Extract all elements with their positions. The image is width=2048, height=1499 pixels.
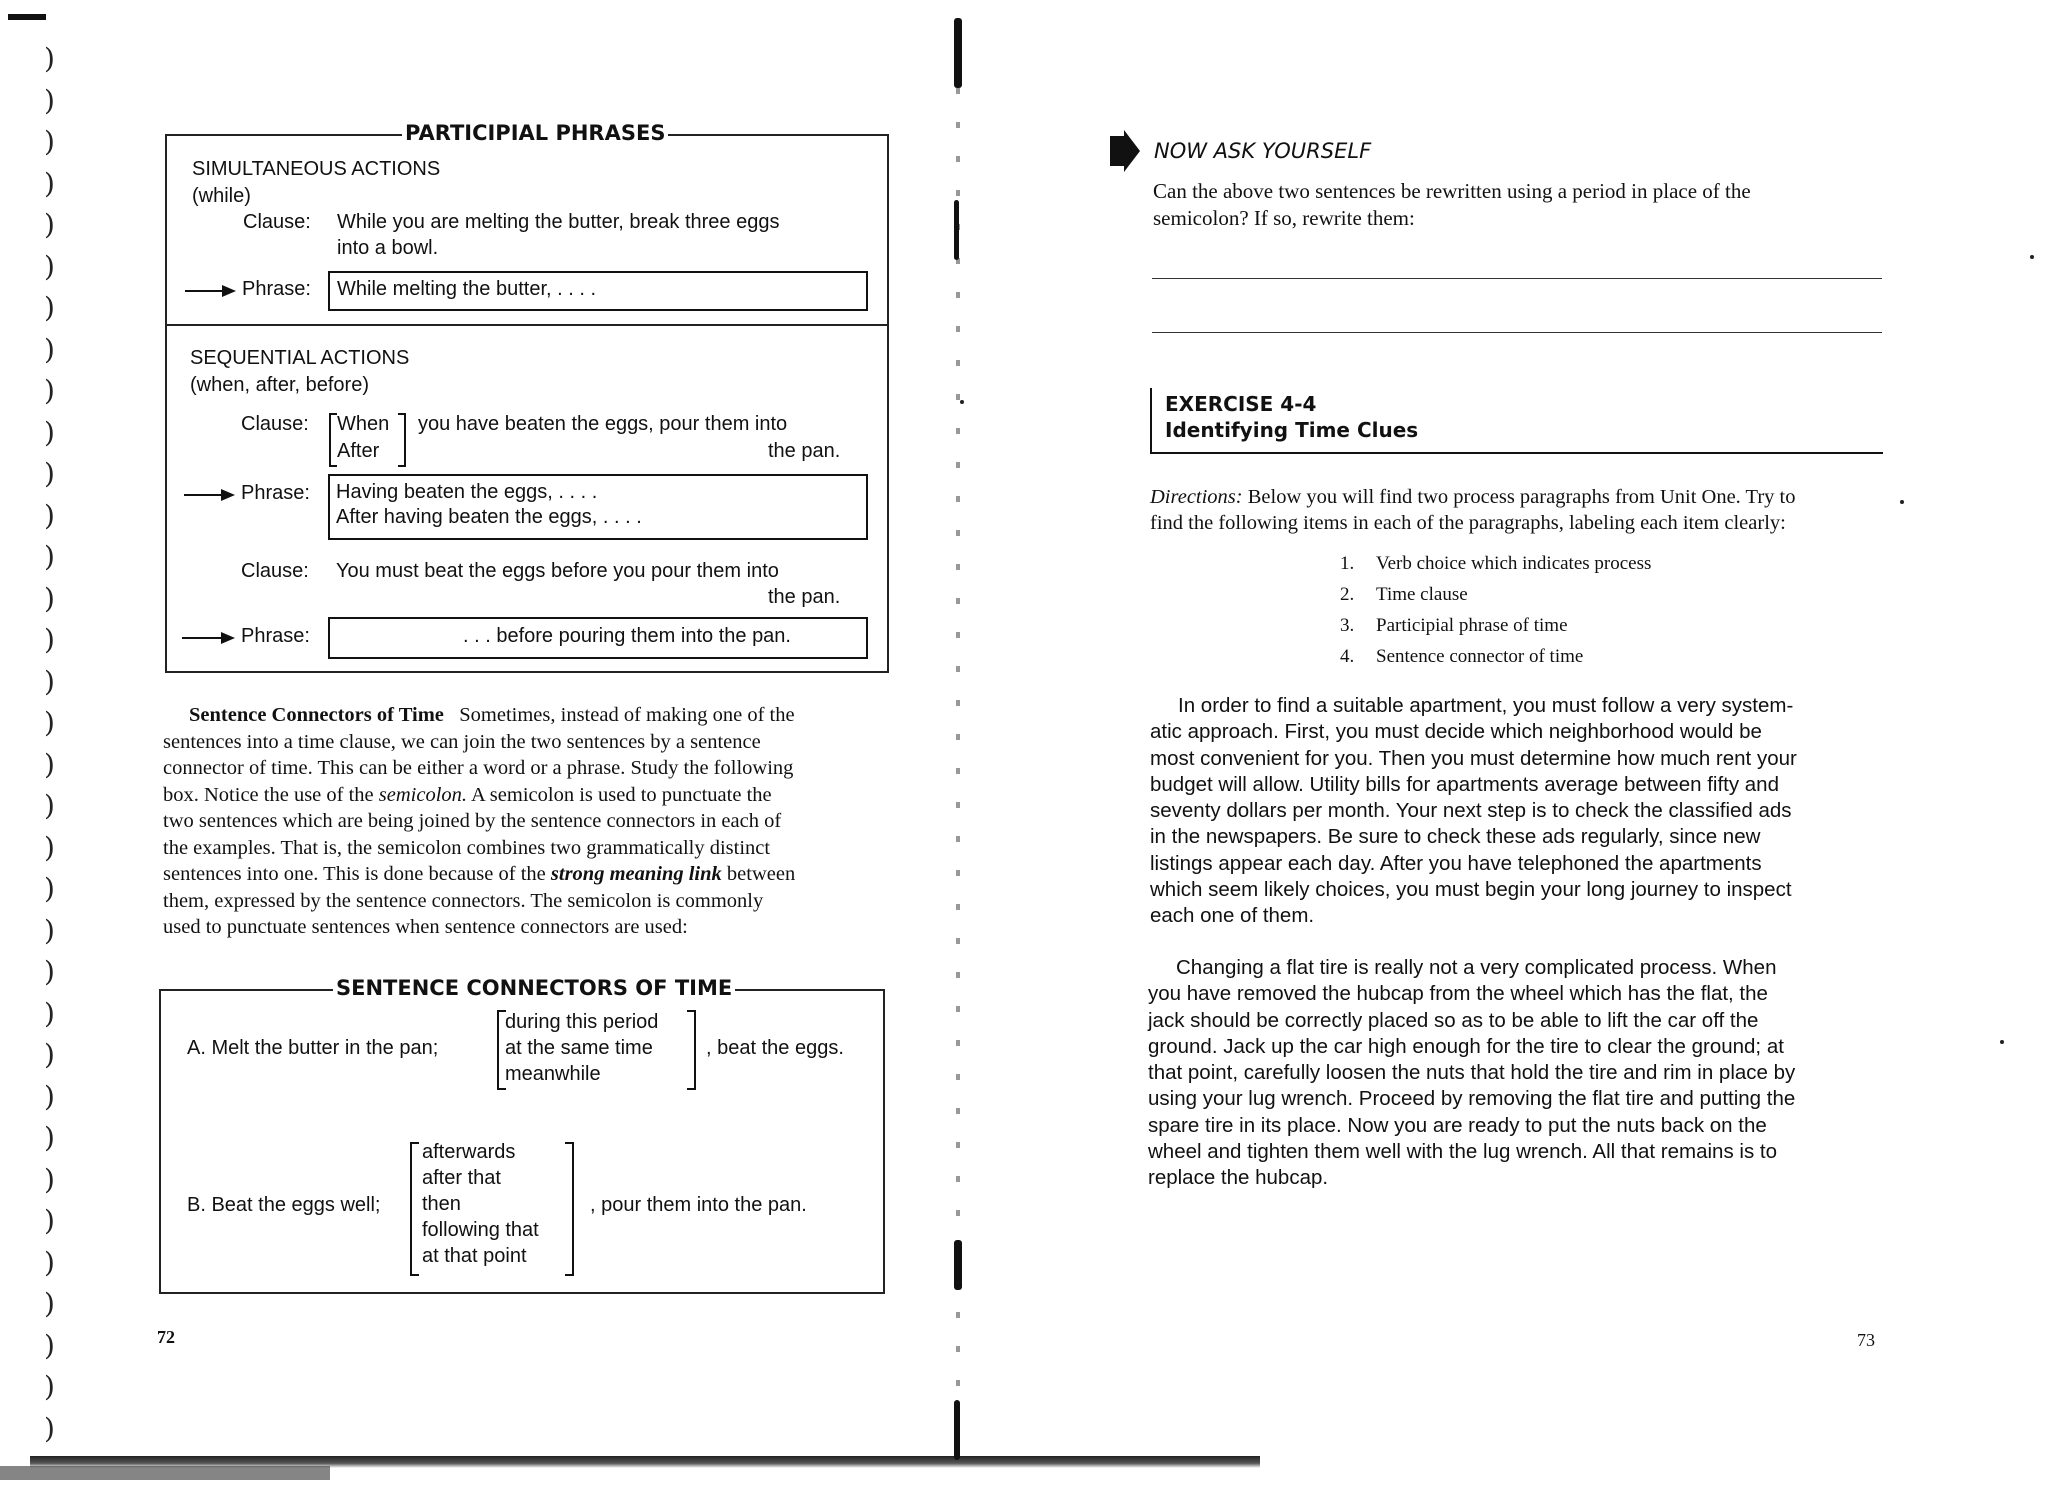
para-line: sentences into a time clause, we can join the two sentences by a sentence (163, 730, 761, 753)
example-a-end: , beat the eggs. (706, 1037, 844, 1059)
bracket-left (410, 1142, 419, 1276)
clause-text: the pan. (768, 586, 841, 608)
para-line: jack should be correctly placed so as to be able to lift the car off the (1148, 1008, 1759, 1032)
list-item: 4. Sentence connector of time (1340, 646, 1584, 667)
scan-speck (1900, 500, 1904, 504)
directions-text: Below you will find two process paragraphs from Unit One. Try to (1242, 486, 1796, 508)
phrase-label: Phrase: (242, 278, 311, 300)
clause-text: the pan. (768, 440, 841, 462)
binding-mark: ) (44, 1162, 55, 1196)
page-number: 73 (1857, 1330, 1875, 1350)
binding-mark: ) (44, 332, 55, 366)
process-paragraph-1 (1150, 693, 1885, 930)
gutter-smudge (954, 18, 962, 88)
scan-bottom-shadow (0, 1466, 330, 1480)
phrase-text: While melting the butter, . . . . (337, 278, 597, 300)
para-line: two sentences which are being joined by the sentence connectors in each of (163, 810, 782, 832)
binding-mark: ) (44, 540, 55, 573)
para-line: between (721, 863, 796, 885)
para-line: which seem likely choices, you must begin your long journey to inspect (1150, 878, 1792, 902)
ask-line: semicolon? If so, rewrite them: (1153, 206, 1415, 230)
binding-mark: ) (44, 125, 55, 158)
para-line: wheel and tighten them well with the lug wrench. All that remains is to (1148, 1140, 1777, 1164)
page-number: 72 (157, 1327, 175, 1347)
ask-question (1153, 178, 1751, 232)
clause-text: You must beat the eggs before you pour them into (336, 560, 779, 582)
items-list (1340, 548, 1651, 672)
list-item: 2. Time clause (1340, 584, 1468, 605)
connector-option: at that point (422, 1245, 527, 1267)
process-paragraph-2 (1148, 955, 1885, 1192)
connectors-paragraph (163, 702, 886, 941)
clause-text: into a bowl. (337, 237, 439, 259)
binding-mark: ) (44, 664, 55, 698)
para-line: that point, carefully loosen the nuts that hold the tire and rim in place by (1148, 1061, 1796, 1085)
binding-mark: ) (44, 913, 55, 947)
ask-heading: NOW ASK YOURSELF (1154, 139, 1372, 163)
list-item: 1. Verb choice which indicates process (1340, 553, 1652, 574)
gutter-smudge (954, 200, 959, 260)
bracket-option: When (337, 413, 390, 435)
scan-speck (2000, 1040, 2004, 1044)
binding-mark: ) (44, 166, 55, 200)
bracket-left (329, 413, 337, 467)
binding-marks (40, 20, 70, 1480)
binding-mark: ) (44, 374, 55, 407)
connector-option: at the same time (505, 1037, 653, 1059)
arrow-icon (185, 290, 225, 292)
para-line: box. Notice the use of the (163, 783, 379, 806)
binding-mark: ) (44, 1079, 55, 1113)
phrase-label: Phrase: (241, 482, 310, 504)
binding-mark: ) (44, 1245, 55, 1279)
binding-mark: ) (44, 291, 55, 324)
bracket-option: After (337, 440, 380, 462)
binding-mark: ) (44, 789, 55, 822)
participial-box-title: PARTICIPIAL PHRASES (402, 121, 668, 145)
para-line: replace the hubcap. (1148, 1166, 1329, 1190)
para-line: budget will allow. Utility bills for apartments average between fifty and (1150, 772, 1779, 796)
binding-mark: ) (44, 42, 55, 75)
clause-label: Clause: (241, 413, 309, 435)
binding-mark: ) (44, 955, 55, 988)
connector-option: after that (422, 1167, 501, 1189)
binding-mark: ) (44, 415, 55, 449)
binding-mark: ) (44, 1287, 55, 1320)
binding-mark: ) (44, 706, 55, 739)
connector-option: afterwards (422, 1141, 516, 1163)
binding-mark: ) (44, 996, 55, 1030)
list-item: 3. Participial phrase of time (1340, 615, 1568, 636)
exercise-title: EXERCISE 4-4 (1165, 392, 1317, 416)
gutter-smudge (954, 1400, 960, 1460)
answer-line[interactable] (1152, 332, 1882, 333)
para-line: seventy dollars per month. Your next step is to check the classified ads (1150, 799, 1792, 823)
binding-mark: ) (44, 1038, 55, 1071)
para-line: ground. Jack up the car high enough for the tire to clear the ground; at (1148, 1034, 1784, 1058)
exercise-subtitle: Identifying Time Clues (1165, 418, 1419, 442)
para-line: them, expressed by the sentence connectors. The semicolon is commonly (163, 889, 764, 912)
para-line: in the newspapers. Be sure to check these ads regularly, since new (1150, 825, 1761, 849)
binding-mark: ) (44, 249, 55, 283)
clause-label: Clause: (241, 560, 309, 582)
arrow-icon (182, 637, 224, 639)
para-line: most convenient for you. Then you must determine how much rent your (1150, 746, 1797, 770)
para-line: using your lug wrench. Proceed by removing the flat tire and putting the (1148, 1087, 1796, 1111)
arrow-icon (222, 285, 236, 297)
binding-mark: ) (44, 83, 55, 117)
phrase-label: Phrase: (241, 625, 310, 647)
binding-mark: ) (44, 457, 55, 490)
connector-option: during this period (505, 1011, 659, 1033)
connector-option: then (422, 1193, 461, 1215)
para-line: connector of time. This can be either a word or a phrase. Study the following (163, 757, 794, 779)
binding-mark: ) (44, 1121, 55, 1154)
arrow-icon (221, 489, 235, 501)
paragraph-lead: Sentence Connectors of Time (189, 704, 444, 726)
para-line: atic approach. First, you must decide which neighborhood would be (1150, 720, 1762, 744)
para-line: spare tire in its place. Now you are ready to put the nuts back on the (1148, 1113, 1767, 1137)
para-line: In order to find a suitable apartment, you must follow a very system- (1178, 694, 1794, 717)
bracket-right (565, 1142, 574, 1276)
simultaneous-heading: SIMULTANEOUS ACTIONS (192, 158, 441, 180)
para-line: the examples. That is, the semicolon combines two grammatically distinct (163, 836, 771, 859)
directions-label: Directions: (1150, 486, 1243, 508)
emphasis: semicolon. (378, 783, 468, 806)
exercise-vertical-rule (1150, 388, 1152, 452)
binding-mark: ) (44, 1370, 55, 1403)
binding-mark: ) (44, 623, 55, 656)
binding-mark: ) (44, 1411, 55, 1445)
connector-option: following that (422, 1219, 539, 1241)
binding-mark: ) (44, 747, 55, 781)
phrase-text: Having beaten the eggs, . . . . (336, 481, 598, 503)
directions-text: find the following items in each of the paragraphs, labeling each item clearly: (1150, 512, 1786, 534)
bracket-right (687, 1010, 696, 1090)
para-line: used to punctuate sentences when sentence connectors are used: (163, 916, 688, 938)
binding-mark: ) (44, 581, 55, 615)
para-line: listings appear each day. After you have telephoned the apartments (1150, 851, 1762, 875)
scan-speck (2030, 255, 2034, 259)
binding-mark: ) (44, 1204, 55, 1237)
emphasis: strong meaning link (550, 863, 722, 885)
connector-option: meanwhile (505, 1063, 601, 1085)
clause-text: you have beaten the eggs, pour them into (418, 413, 788, 435)
example-a-label: A. Melt the butter in the pan; (187, 1037, 439, 1059)
para-line: Sometimes, instead of making one of the (459, 704, 795, 726)
phrase-text: After having beaten the eggs, . . . . (336, 506, 642, 528)
arrow-pointer-icon (1108, 128, 1142, 174)
binding-mark: ) (44, 208, 55, 241)
scan-speck (960, 400, 964, 404)
example-b-end: , pour them into the pan. (590, 1194, 807, 1216)
example-b-label: B. Beat the eggs well; (187, 1194, 381, 1216)
sequential-heading: SEQUENTIAL ACTIONS (190, 347, 410, 369)
directions (1150, 484, 1885, 536)
answer-line[interactable] (1152, 278, 1882, 279)
connectors-box-title: SENTENCE CONNECTORS OF TIME (333, 976, 735, 1000)
arrow-icon (184, 494, 224, 496)
binding-mark: ) (44, 830, 55, 864)
gutter-smudge (954, 1240, 962, 1290)
binding-mark: ) (44, 498, 55, 532)
exercise-underline (1150, 452, 1883, 454)
para-line: Changing a flat tire is really not a very complicated process. When (1176, 956, 1777, 979)
sequential-sub: (when, after, before) (190, 374, 369, 396)
para-line: sentences into one. This is done because of the (163, 863, 551, 885)
ask-line: Can the above two sentences be rewritten using a period in place of the (1153, 179, 1751, 203)
arrow-icon (221, 632, 235, 644)
para-line: you have removed the hubcap from the wheel which has the flat, the (1148, 982, 1768, 1006)
clause-label: Clause: (243, 211, 311, 233)
phrase-text: . . . before pouring them into the pan. (463, 625, 791, 647)
simultaneous-sub: (while) (192, 185, 251, 207)
bracket-right (398, 413, 406, 467)
clause-text: While you are melting the butter, break three eggs (337, 211, 780, 233)
para-line: each one of them. (1150, 904, 1315, 928)
binding-mark: ) (44, 872, 55, 905)
binding-mark: ) (44, 1328, 55, 1362)
para-line: A semicolon is used to punctuate the (467, 783, 772, 806)
box-divider (167, 324, 887, 326)
